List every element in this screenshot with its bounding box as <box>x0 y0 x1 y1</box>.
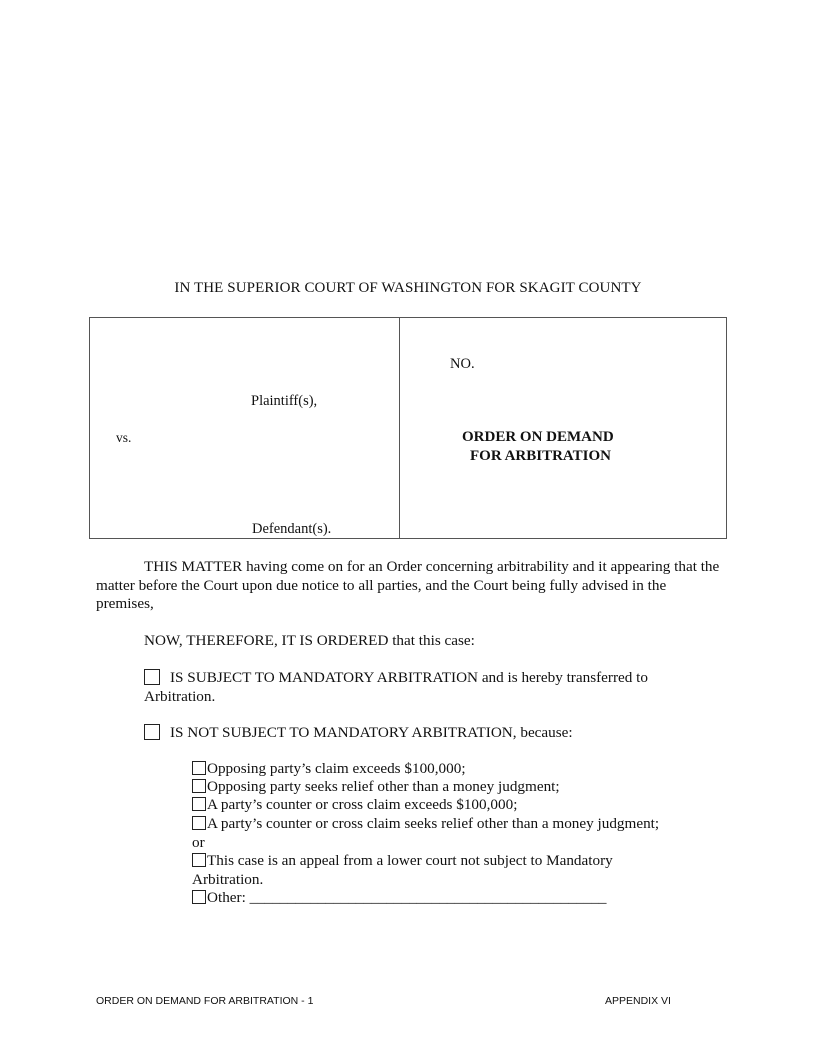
plaintiff-label: Plaintiff(s), <box>251 393 318 409</box>
reason-checkbox[interactable] <box>192 761 206 775</box>
case-number-label: NO. <box>450 356 475 372</box>
case-caption-box <box>89 317 727 539</box>
reason-checkbox[interactable] <box>192 853 206 867</box>
option-subject-to-arbitration <box>144 668 704 706</box>
subject-checkbox[interactable] <box>144 669 160 685</box>
not-subject-checkbox[interactable] <box>144 724 160 740</box>
option-not-subject-to-arbitration <box>144 723 573 742</box>
reason-checkbox[interactable] <box>192 816 206 830</box>
reason-item <box>192 815 659 834</box>
reason-checkbox[interactable] <box>192 779 206 793</box>
option-subject-text: IS SUBJECT TO MANDATORY ARBITRATION and is hereby transferred to Arbitration. <box>144 669 648 705</box>
document-title-line1: ORDER ON DEMAND <box>462 429 614 445</box>
document-title-line2: FOR ARBITRATION <box>470 448 611 464</box>
reason-appeal <box>192 852 613 871</box>
defendant-label: Defendant(s). <box>252 521 332 537</box>
reason-item <box>192 778 560 797</box>
reason-text: A party’s counter or cross claim exceeds $100,000; <box>207 796 518 813</box>
footer-document-title: ORDER ON DEMAND FOR ARBITRATION - 1 <box>96 995 314 1007</box>
vs-label: vs. <box>116 430 132 445</box>
reason-other <box>192 889 607 908</box>
reason-appeal-continuation: Arbitration. <box>192 871 264 888</box>
caption-divider <box>399 318 400 538</box>
reason-item <box>192 796 517 815</box>
footer-appendix: APPENDIX VI <box>605 995 671 1007</box>
reason-other-text: Other: _______________________________________________ <box>207 889 607 906</box>
reason-text: Opposing party seeks relief other than a money judgment; <box>207 778 560 795</box>
recital-paragraph: THIS MATTER having come on for an Order concerning arbitrability and it appearing that the matter before the Court upon due notice to all parties, and the Court being fully advised in the premises, <box>96 558 720 612</box>
ordered-intro: NOW, THEREFORE, IT IS ORDERED that this case: <box>144 632 475 649</box>
reason-appeal-text: This case is an appeal from a lower court not subject to Mandatory <box>207 852 613 869</box>
or-word: or <box>192 834 205 851</box>
reason-item <box>192 760 466 779</box>
court-heading: IN THE SUPERIOR COURT OF WASHINGTON FOR SKAGIT COUNTY <box>174 280 642 296</box>
reason-checkbox[interactable] <box>192 797 206 811</box>
option-not-subject-text: IS NOT SUBJECT TO MANDATORY ARBITRATION, because: <box>170 724 573 741</box>
reason-checkbox[interactable] <box>192 890 206 904</box>
reason-text: Opposing party’s claim exceeds $100,000; <box>207 760 466 777</box>
reason-text: A party’s counter or cross claim seeks relief other than a money judgment; <box>207 815 660 832</box>
